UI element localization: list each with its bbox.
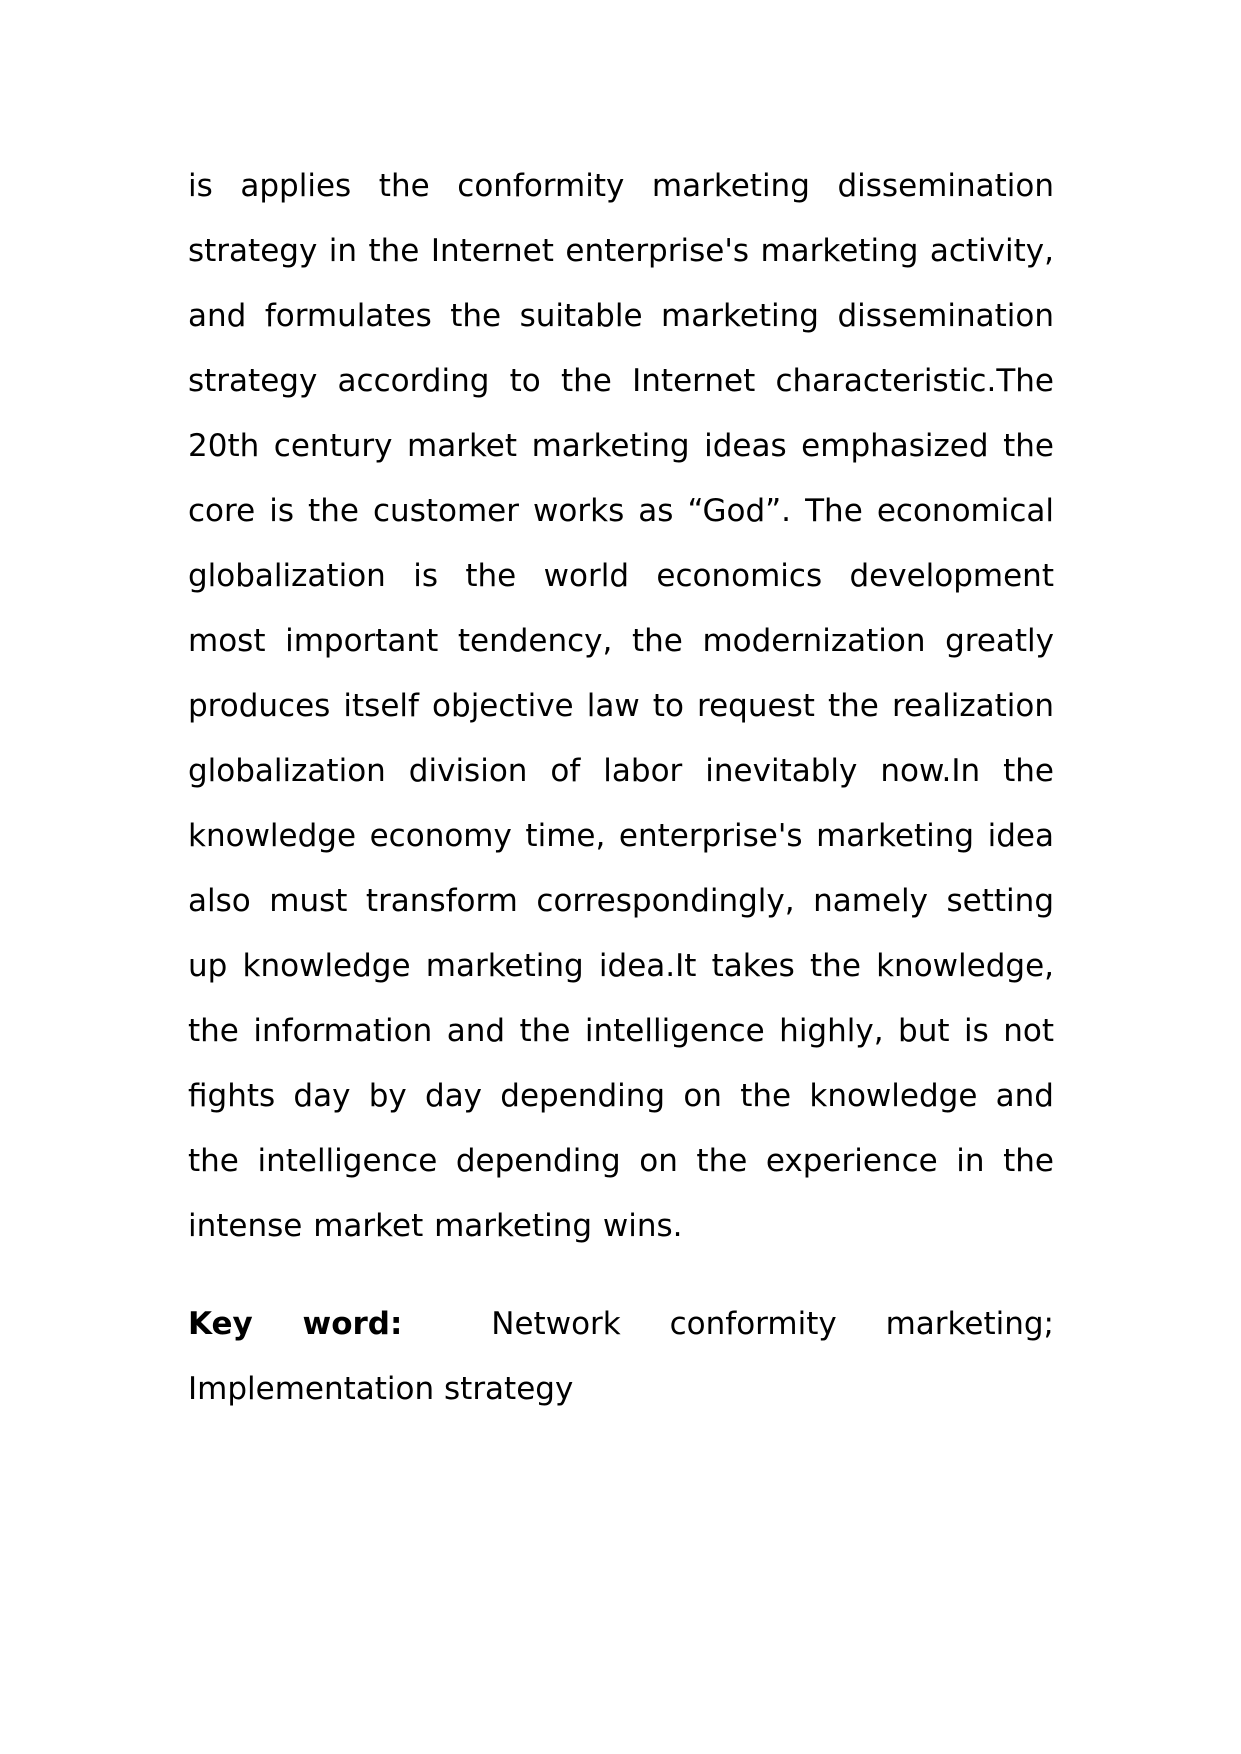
keywords-line xyxy=(188,1292,1054,1422)
page-content xyxy=(188,154,1054,1422)
keywords-value: Network conformity marketing; Implementation strategy xyxy=(188,1306,1054,1407)
keywords-label: Key word: xyxy=(188,1306,403,1342)
abstract-paragraph: is applies the conformity marketing dissemination strategy in the Internet enterprise's marketing activity, and formulates the suitable marketing dissemination strategy according to the Internet characteristic.The 20th century market marketing ideas emphasized the core is the customer works as “God”. The economical globalization is the world economics development most important tendency, the modernization greatly produces itself objective law to request the realization globalization division of labor inevitably now.In the knowledge economy time, enterprise's marketing idea also must transform correspondingly, namely setting up knowledge marketing idea.It takes the knowledge, the information and the intelligence highly, but is not fights day by day depending on the knowledge and the intelligence depending on the experience in the intense market marketing wins. xyxy=(188,168,1054,1244)
